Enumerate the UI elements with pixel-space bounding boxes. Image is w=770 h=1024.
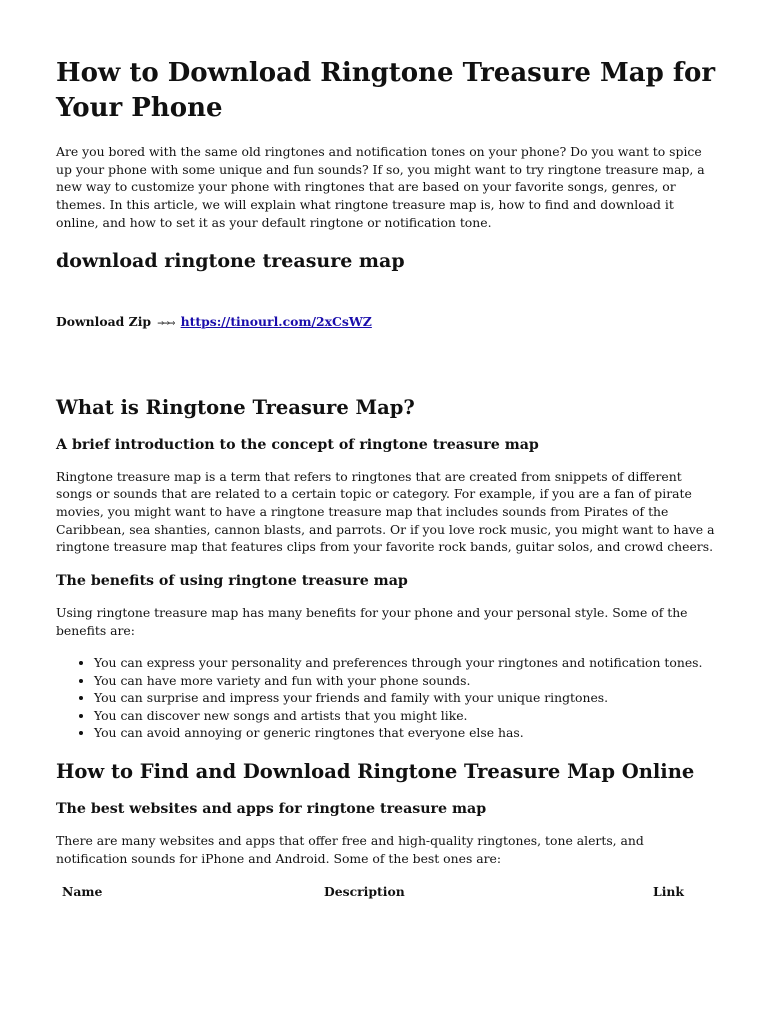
arrow-icon: ⇒⇒⇒ xyxy=(157,315,175,329)
table-header-row xyxy=(56,883,716,900)
keyword-heading: download ringtone treasure map xyxy=(56,249,405,272)
benefits-list xyxy=(56,654,716,742)
subheading-best-websites: The best websites and apps for ringtone treasure map xyxy=(56,800,487,817)
introduction-paragraph: Ringtone treasure map is a term that refers to ringtones that are created from snippets of different songs or sounds that are related to a certain topic or category. For example, if you are a fan of pirate movies, you might want to have a ringtone treasure map that includes sounds from Pirates of the Caribbean, sea shanties, cannon blasts, and parrots. Or if you love rock music, you might want to have a ringtone treasure map that features clips from your favorite rock bands, guitar solos, and crowd cheers. xyxy=(56,468,715,555)
list-item: • You can surprise and impress your friends and family with your unique ringtones. xyxy=(94,689,716,707)
websites-paragraph: There are many websites and apps that offer free and high-quality ringtones, tone alerts, and notification sounds for iPhone and Android. Some of the best ones are: xyxy=(56,832,644,866)
section-heading-what-is: What is Ringtone Treasure Map? xyxy=(56,395,415,419)
list-item: • You can express your personality and preferences through your ringtones and notification tones. xyxy=(94,654,716,672)
download-link[interactable]: https://tinourl.com/2xCsWZ xyxy=(180,313,372,329)
article xyxy=(56,56,716,900)
intro-paragraph: Are you bored with the same old ringtones and notification tones on your phone? Do you want to spice up your phone with some unique and fun sounds? If so, you might want to try ringtone treasure map, a new way to customize your phone with ringtones that are based on your favorite songs, genres, or themes. In this article, we will explain what ringtone treasure map is, how to find and download it online, and how to set it as your default ringtone or notification tone. xyxy=(56,144,705,230)
list-item: • You can have more variety and fun with your phone sounds. xyxy=(94,672,716,690)
section-heading-find-download: How to Find and Download Ringtone Treasure Map Online xyxy=(56,759,695,783)
table-header-name: Name xyxy=(62,884,103,900)
download-line xyxy=(56,313,716,331)
list-item: • You can avoid annoying or generic ringtones that everyone else has. xyxy=(94,724,716,742)
benefits-paragraph: Using ringtone treasure map has many benefits for your phone and your personal style. Some of the benefits are: xyxy=(56,605,688,638)
subheading-benefits: The benefits of using ringtone treasure map xyxy=(56,573,408,590)
page-title: How to Download Ringtone Treasure Map for Your Phone xyxy=(56,58,716,123)
download-label: Download Zip xyxy=(56,313,152,329)
table-header-description: Description xyxy=(324,884,405,900)
list-item: • You can discover new songs and artists that you might like. xyxy=(94,707,716,725)
table-header-link: Link xyxy=(653,884,685,900)
subheading-introduction: A brief introduction to the concept of ringtone treasure map xyxy=(56,436,539,453)
